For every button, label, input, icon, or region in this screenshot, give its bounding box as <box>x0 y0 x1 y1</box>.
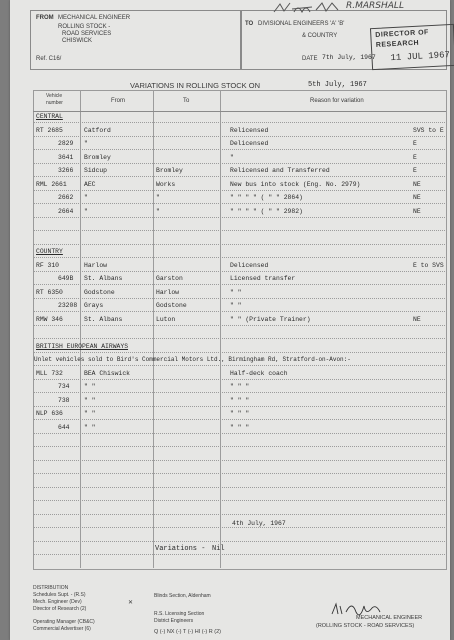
handwritten-name: R.MARSHALL <box>346 1 404 11</box>
footer-date: 4th July, 1967 <box>232 520 286 527</box>
distribution-l5: Commercial Advertiser (6) <box>33 626 91 632</box>
row-rule <box>34 149 445 150</box>
cell-from: Godstone <box>84 289 115 296</box>
date-value: 7th July, 1967 <box>322 54 376 61</box>
cell-reason: " " " " ( " " 2864) <box>230 194 303 201</box>
variations-label: Variations - <box>155 545 206 553</box>
row-rule <box>34 203 445 204</box>
cell-to: Works <box>156 181 176 188</box>
col-vehicle-2: number <box>46 100 63 106</box>
cell-from: Bromley <box>84 154 111 161</box>
row-rule <box>34 284 445 285</box>
row-rule <box>34 257 445 258</box>
cell-from: St. Albans <box>84 275 123 282</box>
title-date: 5th July, 1967 <box>308 81 367 89</box>
cell-veh: RT 6350 <box>36 289 63 296</box>
cell-to: " <box>156 208 160 215</box>
cell-veh: CENTRAL <box>36 113 63 120</box>
row-rule <box>34 244 445 245</box>
cell-extra: NE <box>413 316 421 323</box>
distribution-l3: Director of Research (2) <box>33 606 87 612</box>
cell-from: BEA Chiswick <box>84 370 131 377</box>
col-to: To <box>183 98 190 104</box>
distribution-title: DISTRIBUTION <box>33 585 69 591</box>
cell-reason: New bus into stock (Eng. No. 2979) <box>230 181 361 188</box>
row-rule <box>34 541 445 542</box>
cell-reason: " " " <box>230 424 250 431</box>
row-rule <box>34 122 445 123</box>
cell-extra: E <box>413 140 417 147</box>
from-line2: ROLLING STOCK - <box>58 24 111 30</box>
cell-veh: COUNTRY <box>36 248 63 255</box>
signoff-line1: MECHANICAL ENGINEER <box>356 615 423 621</box>
row-rule <box>34 406 445 407</box>
stamp-line1: DIRECTOR OF <box>375 29 430 39</box>
cell-from: " <box>84 208 88 215</box>
header-rule <box>33 111 446 112</box>
row-rule <box>34 419 445 420</box>
cell-to: Luton <box>156 316 176 323</box>
cell-reason: Relicensed and Transferred <box>230 167 330 174</box>
row-rule <box>34 500 445 501</box>
cell-from: St. Albans <box>84 316 123 323</box>
cell-extra: E <box>413 167 417 174</box>
cell-reason: " " " <box>230 410 250 417</box>
cell-veh: 23208 <box>58 302 78 309</box>
col-divider-3 <box>220 90 221 568</box>
cell-from: Grays <box>84 302 104 309</box>
row-rule <box>34 433 445 434</box>
cell-from: " " <box>84 383 96 390</box>
cell-reason: " " <box>230 302 242 309</box>
signature <box>330 602 386 616</box>
row-rule <box>34 271 445 272</box>
cell-reason: " " (Private Trainer) <box>230 316 311 323</box>
cell-from: " " <box>84 410 96 417</box>
cell-extra: E to SVS <box>413 262 444 269</box>
distribution-l4: Operating Manager (CB&C) <box>33 619 95 625</box>
cell-from: " <box>84 140 88 147</box>
row-rule <box>34 136 445 137</box>
cell-extra: NE <box>413 181 421 188</box>
cell-reason: " <box>230 154 234 161</box>
cell-reason: Delicensed <box>230 140 269 147</box>
row-rule <box>34 514 445 515</box>
cell-reason: " " <box>230 289 242 296</box>
cell-veh: 2664 <box>58 208 74 215</box>
row-rule <box>34 338 445 339</box>
distribution-r3: District Engineers <box>154 618 194 624</box>
cell-reason: " " " <box>230 383 250 390</box>
distribution-l1: Schedules Supt. - (R.S) <box>33 592 86 598</box>
row-rule <box>34 446 445 447</box>
page-title: VARIATIONS IN ROLLING STOCK ON <box>130 81 261 90</box>
cell-reason: Licensed transfer <box>230 275 296 282</box>
col-reason: Reason for variation <box>310 98 364 104</box>
cell-veh: RF 310 <box>36 262 60 269</box>
stamp-date: 11 JUL 1967 <box>390 50 451 64</box>
cell-from: Sidcup <box>84 167 108 174</box>
cell-veh: 3266 <box>58 167 74 174</box>
cell-to: Godstone <box>156 302 187 309</box>
handwritten-scribble <box>272 0 344 16</box>
cell-from: Catford <box>84 127 111 134</box>
row-rule <box>34 473 445 474</box>
cell-from: AEC <box>84 181 96 188</box>
row-rule <box>34 230 445 231</box>
distribution-r1: Blinds Section, Aldenham <box>154 593 211 599</box>
row-rule <box>34 163 445 164</box>
date-label: DATE <box>302 56 318 62</box>
from-dept: MECHANICAL ENGINEER <box>58 15 131 21</box>
col-divider-1 <box>80 90 81 568</box>
row-rule <box>34 460 445 461</box>
variations-value: Nil <box>212 545 225 553</box>
cell-from: " " <box>84 424 96 431</box>
row-rule <box>34 190 445 191</box>
signoff-line2: (ROLLING STOCK - ROAD SERVICES) <box>316 623 415 629</box>
distribution-r2: R.S. Licensing Section <box>154 611 205 617</box>
cell-veh: 2829 <box>58 140 74 147</box>
to-line2: & COUNTRY <box>302 33 338 39</box>
row-rule <box>34 392 445 393</box>
cell-to: " <box>156 194 160 201</box>
col-vehicle: Vehicle <box>46 93 63 99</box>
row-rule <box>34 325 445 326</box>
row-rule <box>34 217 445 218</box>
cell-to: Garston <box>156 275 183 282</box>
cell-veh: RML 2661 <box>36 181 67 188</box>
cell-reason: Half-deck coach <box>230 370 288 377</box>
to-label: TO <box>245 21 254 27</box>
cell-veh: Unlet vehicles sold to Bird's Commercial Motors Ltd., Birmingham Rd, Stratford-on-Avon:- <box>34 356 351 363</box>
cell-reason: Delicensed <box>230 262 269 269</box>
row-rule <box>34 379 445 380</box>
cell-veh: 734 <box>58 383 70 390</box>
row-rule <box>34 487 445 488</box>
cell-veh: RMW 346 <box>36 316 63 323</box>
cell-veh: MLL 732 <box>36 370 63 377</box>
from-line4: CHISWICK <box>62 38 92 44</box>
cell-veh: 2662 <box>58 194 74 201</box>
received-stamp <box>370 24 454 70</box>
cell-reason: Relicensed <box>230 127 269 134</box>
cell-reason: " " " " ( " " 2982) <box>230 208 303 215</box>
row-rule <box>34 176 445 177</box>
row-rule <box>34 365 445 366</box>
cell-extra: NE <box>413 208 421 215</box>
cell-veh: 738 <box>58 397 70 404</box>
row-rule <box>34 352 445 353</box>
table-frame <box>33 90 447 570</box>
distribution-marker: ✕ <box>128 600 134 606</box>
row-rule <box>34 311 445 312</box>
row-rule <box>34 554 445 555</box>
col-from: From <box>111 98 125 104</box>
cell-veh: 649B <box>58 275 74 282</box>
distribution-r4: Q (-) NX (-) T (-) HI (-) R (2) <box>154 629 222 635</box>
cell-to: Bromley <box>156 167 183 174</box>
document-sheet <box>10 0 450 640</box>
cell-veh: RT 2685 <box>36 127 63 134</box>
col-divider-2 <box>153 90 154 568</box>
cell-extra: SVS to E <box>413 127 444 134</box>
cell-extra: NE <box>413 194 421 201</box>
cell-veh: 3641 <box>58 154 74 161</box>
cell-reason: " " " <box>230 397 250 404</box>
cell-veh: NLP 636 <box>36 410 63 417</box>
cell-from: " " <box>84 397 96 404</box>
cell-extra: E <box>413 154 417 161</box>
cell-to: Harlow <box>156 289 180 296</box>
cell-veh: BRITISH EUROPEAN AIRWAYS <box>36 343 129 350</box>
row-rule <box>34 298 445 299</box>
ref: Ref. C16/ <box>36 56 62 62</box>
stamp-line2: RESEARCH <box>375 39 420 49</box>
cell-from: Harlow <box>84 262 108 269</box>
cell-from: " <box>84 194 88 201</box>
from-line3: ROAD SERVICES <box>62 31 112 37</box>
to-dept: DIVISIONAL ENGINEERS 'A' 'B' <box>258 21 345 27</box>
cell-veh: 644 <box>58 424 70 431</box>
from-label: FROM <box>36 15 54 21</box>
distribution-l2: Mech. Engineer (Dev) <box>33 599 82 605</box>
